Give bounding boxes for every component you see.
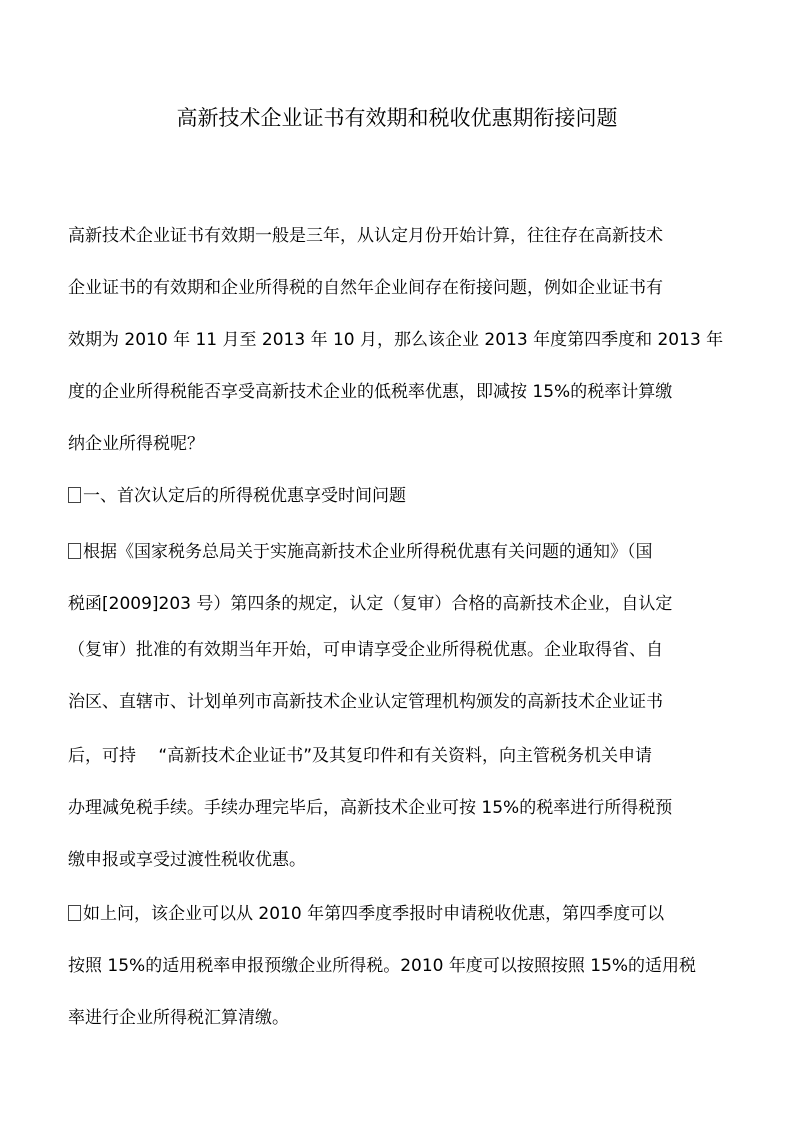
paragraph-1-line-5: 纳企业所得税呢？ [68, 434, 204, 454]
paragraph-1-line-4: 度的企业所得税能否享受高新技术企业的低税率优惠，即减按 15%的税率计算缴 [68, 382, 673, 402]
paragraph-2-line-6: 办理减免税手续。手续办理完毕后，高新技术企业可按 15%的税率进行所得税预 [68, 798, 673, 818]
paragraph-3-line-1-text: 如上问，该企业可以从 2010 年第四季度季报时申请税收优惠，第四季度可以 [83, 904, 665, 924]
paragraph-3-line-2: 按照 15%的适用税率申报预缴企业所得税。2010 年度可以按照按照 15%的适用税 [68, 956, 697, 976]
paragraph-2-line-1-text: 根据《国家税务总局关于实施高新技术企业所得税优惠有关问题的通知》（国 [83, 542, 653, 562]
section-heading-text: 一、首次认定后的所得税优惠享受时间问题 [83, 486, 406, 506]
paragraph-1-line-3: 效期为 2010 年 11 月至 2013 年 10 月，那么该企业 2013 年度第四季度和 2013 年 [68, 330, 724, 350]
paragraph-3-line-1 [68, 902, 728, 926]
paragraph-2-line-2: 税函[2009]203 号）第四条的规定，认定（复审）合格的高新技术企业，自认定 [68, 594, 673, 614]
paragraph-1-line-1: 高新技术企业证书有效期一般是三年，从认定月份开始计算，往往存在高新技术 [68, 226, 663, 246]
paragraph-2-line-7: 缴申报或享受过渡性税收优惠。 [68, 850, 306, 870]
paragraph-2-line-1 [68, 540, 728, 564]
paragraph-2-line-5: 后，可持 “高新技术企业证书”及其复印件和有关资料，向主管税务机关申请 [68, 746, 653, 766]
document-title: 高新技术企业证书有效期和税收优惠期衔接问题 [176, 106, 618, 130]
section-heading [68, 484, 728, 508]
paragraph-2-line-3: （复审）批准的有效期当年开始，可申请享受企业所得税优惠。企业取得省、自 [68, 640, 663, 660]
checkbox-square-icon [68, 905, 81, 921]
checkbox-square-icon [68, 543, 81, 559]
paragraph-3-line-3: 率进行企业所得税汇算清缴。 [68, 1008, 289, 1028]
checkbox-square-icon [68, 487, 81, 503]
paragraph-2-line-4: 治区、直辖市、计划单列市高新技术企业认定管理机构颁发的高新技术企业证书 [68, 692, 663, 712]
paragraph-1-line-2: 企业证书的有效期和企业所得税的自然年企业间存在衔接问题，例如企业证书有 [68, 278, 663, 298]
